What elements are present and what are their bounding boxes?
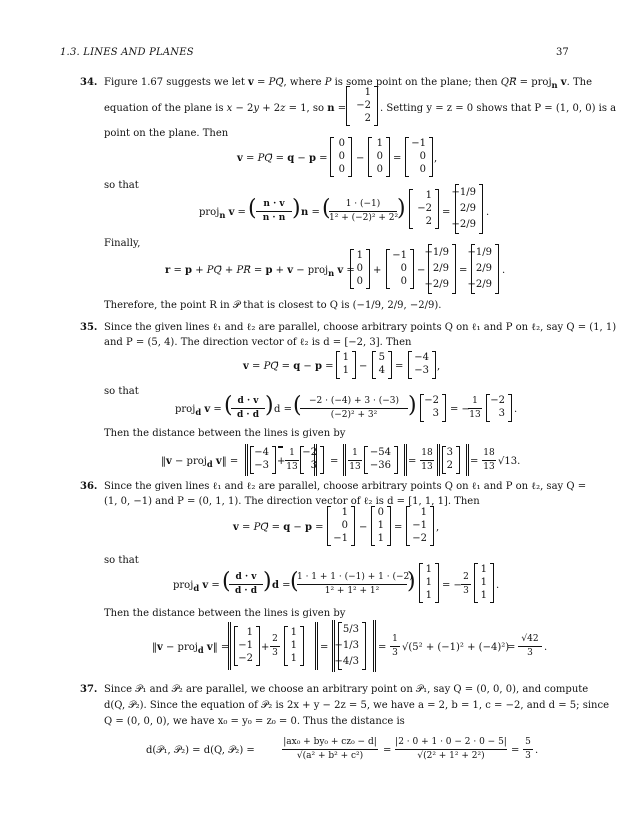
page-number: 37 <box>556 47 569 58</box>
q-vector-36: 1 0 −1 <box>327 506 355 546</box>
proj-vector-2: −1/9 2/9 −2/9 <box>428 244 456 294</box>
p37-text-line1: Since 𝒫₁ and 𝒫₂ are parallel, we choose an arbitrary point on 𝒫₁, say Q = (0, 0, 0), and compute <box>104 684 589 695</box>
n-vector-2: 1 −2 2 <box>409 189 439 229</box>
p36-so-that: so that <box>104 555 139 566</box>
d-vector-36b: 1 1 1 <box>474 563 494 603</box>
p36-vec-frac: 5/3 −1/3 −4/3 <box>338 622 366 670</box>
p36-scalar-fraction: 1 · 1 + 1 · (−1) + 1 · (−2) 1² + 1² + 1² <box>297 572 413 596</box>
problem-number-34: 34. <box>80 77 98 88</box>
p35-so-that: so that <box>104 386 139 397</box>
problem-number-37: 37. <box>80 684 98 695</box>
p36-ratio: d · v d · d <box>229 572 263 597</box>
v-vector: −1 0 0 <box>405 137 433 177</box>
p34-text-line2b: . Setting y = z = 0 shows that P = (1, 0, 0) is a <box>380 103 617 114</box>
p35-coef: 1 13 <box>469 396 481 420</box>
p-vector: 1 0 0 <box>368 137 390 177</box>
d-vector-35: −2 3 <box>420 394 446 422</box>
p36-sqrt: √(5² + (−1)² + (−4)²) <box>402 642 510 653</box>
p35-scalar-fraction: −2 · (−4) + 3 · (−3) (−2)² + 3² <box>300 396 408 421</box>
v-vector-35: −4 −3 <box>408 351 436 379</box>
d-vector-35b: −2 3 <box>486 394 512 422</box>
p35-vec-3-2: 3 2 <box>442 446 460 474</box>
p34-finally: Finally, <box>104 238 141 249</box>
p36-coef: 2 3 <box>461 572 471 597</box>
d-vector-36: 1 1 1 <box>419 563 439 603</box>
p36-dist-lhs: ‖v − proj$_d$ v‖ = <box>152 642 230 655</box>
v-vector-36: 1 −1 −2 <box>406 506 434 546</box>
p34-text-line1: Figure 1.67 suggests we let v = PQ⃗, where P is some point on the plane; then QR⃗ = proj$_n$ v. The <box>104 77 592 90</box>
p37-result: 5 3 <box>523 737 533 762</box>
p35-dist-lhs: ‖v − proj$_d$ v‖ = <box>161 456 239 469</box>
p35-text-line1: Since the given lines ℓ₁ and ℓ₂ are parallel, choose arbitrary points Q on ℓ₁ and P on ℓ₂, say Q = (1, 1) <box>104 322 617 333</box>
p34-eq1-lhs: v = PQ⃗ = q − p = <box>237 153 328 164</box>
p35-eq1-lhs: v = PQ⃗ = q − p = <box>243 361 334 372</box>
p34-proj-lhs: proj$_n$ v = <box>199 207 246 220</box>
v-vector-35b: −4 −3 <box>250 446 276 474</box>
p36-text-line2: (1, 0, −1) and P = (0, 1, 1). The direction vector of ℓ₂ is d = [1, 1, 1]. Then <box>104 496 480 507</box>
p34-text-line3: point on the plane. Then <box>104 128 229 139</box>
p37-frac1: |ax₀ + by₀ + cz₀ − d| √(a² + b² + c²) <box>283 737 377 761</box>
p35-vec-54-36: −54 −36 <box>364 446 398 474</box>
proj-vector: −1/9 2/9 −2/9 <box>455 184 483 234</box>
p37-text-line3: Q = (0, 0, 0), we have x₀ = y₀ = z₀ = 0. Thus the distance is <box>104 716 405 727</box>
p-vector-35: 5 4 <box>372 351 392 379</box>
p35-distance-intro: Then the distance between the lines is given by <box>104 428 346 439</box>
p35-result: √13. <box>498 456 521 467</box>
p37-eq-lhs: d(𝒫₁, 𝒫₂) = d(Q, 𝒫₂) = <box>146 745 255 756</box>
p36-text-line1: Since the given lines ℓ₁ and ℓ₂ are parallel, choose arbitrary points Q on ℓ₁ and P on ℓ₂, say Q = <box>104 481 587 492</box>
p37-frac2: |2 · 0 + 1 · 0 − 2 · 0 − 5| √(2² + 1² + 2²) <box>395 737 507 761</box>
p34-eq3-lhs: r = p + PQ⃗ + PR⃗ = p + v − proj$_n$ v = <box>165 265 355 278</box>
p35-ratio: d · v d · d <box>231 396 265 421</box>
p35-frac-1-13: 1 13 <box>286 448 298 472</box>
p36-result: √42 3 <box>518 634 542 659</box>
p36-distance-intro: Then the distance between the lines is given by <box>104 608 346 619</box>
p34-so-that: so that <box>104 180 139 191</box>
v-vector-2: −1 0 0 <box>386 249 414 289</box>
q-vector-35: 1 1 <box>336 351 356 379</box>
p34-therefore: Therefore, the point R in 𝒫 that is closest to Q is (−1/9, 2/9, −2/9). <box>104 300 442 311</box>
p-vector-2: 1 0 0 <box>350 249 370 289</box>
v-vector-36b: 1 −1 −2 <box>234 626 260 666</box>
r-vector: −1/9 2/9 −2/9 <box>471 244 499 294</box>
p37-text-line2: d(Q, 𝒫₂). Since the equation of 𝒫₂ is 2x + y − 2z = 5, we have a = 2, b = 1, c = −2, and d = 5; since <box>104 700 610 711</box>
running-header: 1.3. LINES AND PLANES <box>60 47 194 58</box>
p34-text-line2: equation of the plane is x − 2y + 2z = 1, so n = <box>104 103 347 114</box>
p35-text-line2: and P = (5, 4). The direction vector of ℓ₂ is d = [−2, 3]. Then <box>104 337 412 348</box>
q-vector: 0 0 0 <box>330 137 352 177</box>
p36-proj-lhs: proj$_d$ v = <box>173 580 220 593</box>
p34-scalar-fraction: 1 · (−1) 1² + (−2)² + 2² <box>329 199 399 223</box>
textbook-page: 1.3. LINES AND PLANES 37 34. Figure 1.67 suggests we let v = PQ⃗, where P is some point on the plane; then QR⃗ = proj$_n$ v. The equation of the plane is x − 2y + 2z = 1, so n = 1 −2 2 . Setting y = z = 0 shows that P = (1, 0, 0) is a point on the plane. Then v = PQ⃗ = q − p = 0 0 0 − 1 0 0 = −1 0 0 , so that proj$_n$ v = ( n · v n · n ) n = ( 1 · (−1) 1² + (−2)² + 2² ) 1 −2 2 = −1/9 2/9 −2/9 . Finally, r = p + PQ⃗ + PR⃗ = p + v − proj$_n$ v = 1 0 0 + −1 0 0 − −1/9 2/9 −2/9 = −1/9 2/9 −2/9 . Therefore, the point R in 𝒫 that is closest to Q is (−1/9, 2/9, −2/9). 35. Since the given lines ℓ₁ and ℓ₂ are parallel, choose arbitrary points Q on ℓ₁ and P on ℓ₂, say Q = (1, 1) and P = (5, 4). The direction vector of ℓ₂ is d = [−2, 3]. Then v = PQ⃗ = q − p = 1 1 − 5 4 = −4 −3 , so that proj$_d$ v = ( d · v d · d ) d = ( −2 · (−4) + 3 · (−3) (−2)² + 3² ) −2 3 = − 1 13 −2 3 . Then the distance between the lines is given by ‖v − proj$_d$ v‖ = −4 −3 + 1 13 −2 3 = 1 13 −54 −36 = 18 13 3 2 = 18 13 √13. 36. Since the given lines ℓ₁ and ℓ₂ are parallel, choose arbitrary points Q on ℓ₁ and P on ℓ₂, say Q = (1, 0, −1) and P = (0, 1, 1). The direction vector of ℓ₂ is d = [1, 1, 1]. Then v = PQ⃗ = q − p = 1 0 −1 − 0 1 1 = 1 −1 −2 , so that proj$_d$ v = ( d · v d · d ) d = ( 1 · 1 + 1 · (−1) + 1 · (−2) 1² + 1² + 1² ) 1 1 1 = − 2 3 1 1 1 . Then the distance between the lines is given by ‖v − proj$_d$ v‖ = 1 −1 −2 + 2 3 1 1 1 = 5/3 −1/3 −4/3 = 1 3 √(5² + (−1)² + (−4)²) = √42 3 . 37. Since 𝒫₁ and 𝒫₂ are parallel, we choose an arbitrary point on 𝒫₁, say Q = (0, 0, 0), and compute d(Q, 𝒫₂). Since the equation of 𝒫₂ is 2x + y − 2z = 5, we have a = 2, b = 1, c = −2, and d = 5; since Q = (0, 0, 0), we have x₀ = y₀ = z₀ = 0. Thus the distance is d(𝒫₁, 𝒫₂) = d(Q, 𝒫₂) = |ax₀ + by₀ + cz₀ − d| √(a² + b² + c²) = |2 · 0 + 1 · 0 − 2 · 0 − 5| √(2² + 1² + 2²) = 5 3 . <box>60 47 617 761</box>
n-vector: 1 −2 2 <box>346 86 378 126</box>
p34-ratio: n · v n · n <box>256 199 292 224</box>
problem-number-35: 35. <box>80 322 98 333</box>
p35-proj-lhs: proj$_d$ v = <box>175 404 222 417</box>
p36-eq1-lhs: v = PQ⃗ = q − p = <box>233 522 324 533</box>
p-vector-36: 0 1 1 <box>371 506 391 546</box>
problem-number-36: 36. <box>80 481 98 492</box>
